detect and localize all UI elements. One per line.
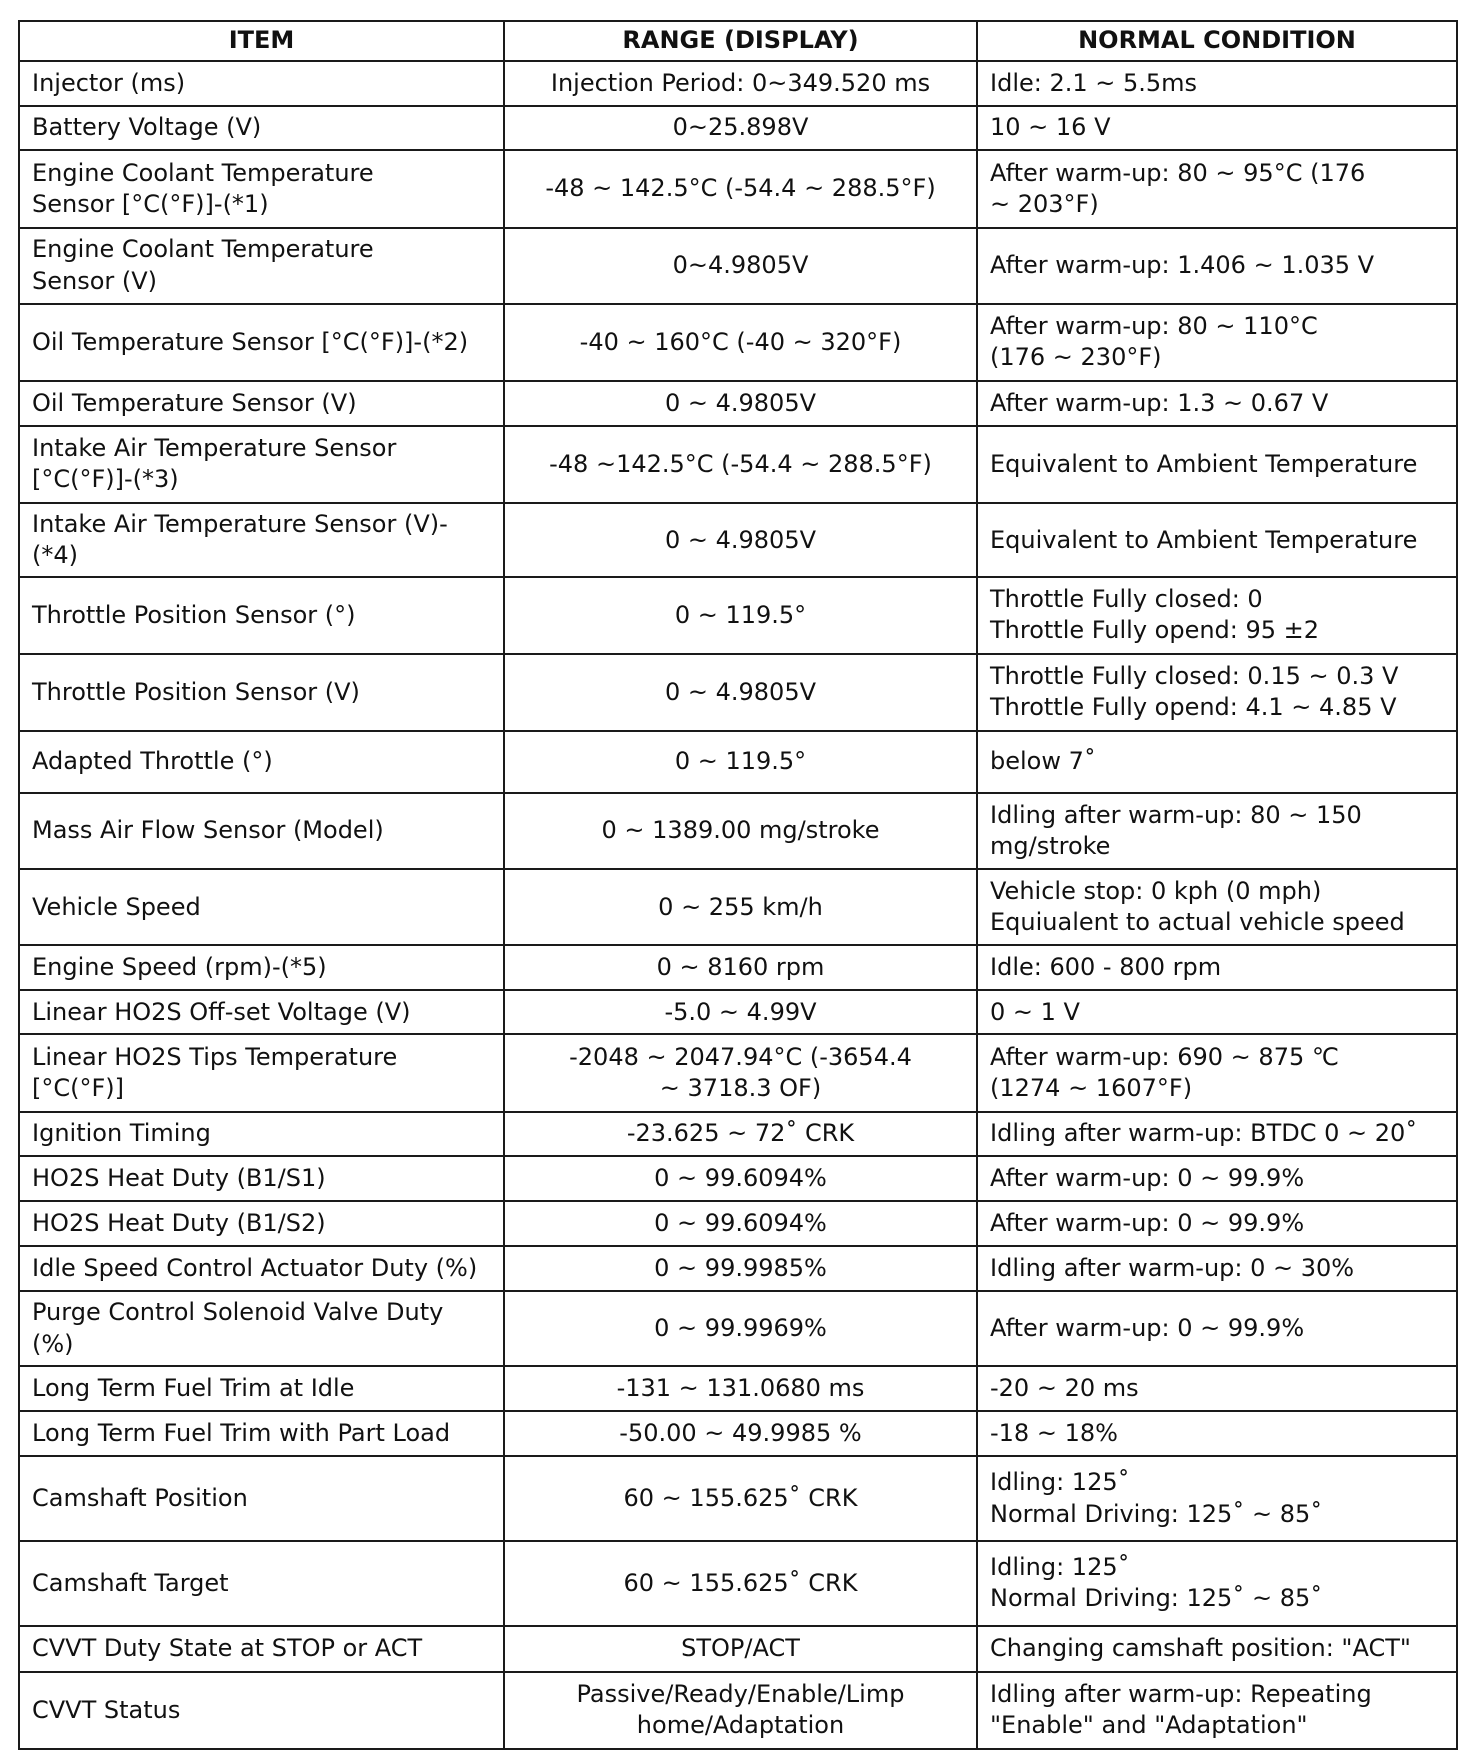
table-row	[19, 1291, 1457, 1365]
range-cell-line: Passive/Ready/Enable/Limp	[576, 1680, 905, 1709]
range-cell	[504, 1456, 977, 1541]
item-cell	[19, 1201, 504, 1246]
condition-cell-line: 10 ~ 16 V	[990, 113, 1111, 142]
range-cell	[504, 1156, 977, 1201]
condition-cell-line: Idling after warm-up: 80 ~ 150	[990, 800, 1362, 829]
item-cell-line: Throttle Position Sensor (°)	[32, 600, 356, 629]
item-cell-line: Intake Air Temperature Sensor	[32, 434, 397, 463]
condition-cell-line: After warm-up: 0 ~ 99.9%	[990, 1164, 1305, 1193]
table-row	[19, 381, 1457, 426]
item-cell-line: Purge Control Solenoid Valve Duty (%)	[32, 1298, 444, 1358]
condition-cell-line: Throttle Fully opend: 95 ±2	[990, 616, 1320, 645]
condition-cell-line: (1274 ~ 1607°F)	[990, 1074, 1193, 1103]
item-cell-line: Injector (ms)	[32, 68, 186, 97]
condition-cell-line: mg/stroke	[990, 831, 1111, 860]
item-cell	[19, 381, 504, 426]
table-row	[19, 503, 1457, 577]
range-cell-line: -131 ~ 131.0680 ms	[616, 1373, 865, 1402]
condition-cell	[977, 869, 1457, 945]
range-cell	[504, 1672, 977, 1749]
item-cell-line: Engine Coolant Temperature	[32, 158, 374, 187]
condition-cell-line: Changing camshaft position: "ACT"	[990, 1634, 1411, 1663]
range-cell-line: 0 ~ 99.6094%	[654, 1164, 827, 1193]
item-cell	[19, 577, 504, 653]
item-cell	[19, 1411, 504, 1456]
range-cell	[504, 150, 977, 227]
item-cell-line: HO2S Heat Duty (B1/S2)	[32, 1208, 326, 1237]
condition-cell-line: After warm-up: 690 ~ 875 ℃	[990, 1042, 1339, 1071]
range-cell-line: -48 ~142.5°C (-54.4 ~ 288.5°F)	[549, 449, 932, 478]
range-cell	[504, 1291, 977, 1365]
range-cell	[504, 1626, 977, 1672]
range-cell	[504, 731, 977, 793]
condition-cell	[977, 1411, 1457, 1456]
item-cell-line: Camshaft Target	[32, 1568, 229, 1597]
item-cell	[19, 426, 504, 503]
condition-cell-line: Equiualent to actual vehicle speed	[990, 908, 1405, 937]
item-cell	[19, 1034, 504, 1111]
range-cell	[504, 304, 977, 381]
table-row	[19, 426, 1457, 503]
table-row	[19, 228, 1457, 304]
range-cell	[504, 793, 977, 869]
table-row	[19, 1411, 1457, 1456]
item-cell	[19, 1541, 504, 1626]
condition-cell	[977, 990, 1457, 1035]
item-cell-line: Engine Speed (rpm)-(*5)	[32, 952, 327, 981]
condition-cell-line: Idling after warm-up: 0 ~ 30%	[990, 1253, 1355, 1282]
range-cell	[504, 1201, 977, 1246]
item-cell	[19, 990, 504, 1035]
range-cell-line: 0 ~ 4.9805V	[664, 525, 817, 554]
item-cell	[19, 1246, 504, 1292]
condition-cell-line: Throttle Fully closed: 0.15 ~ 0.3 V	[990, 661, 1399, 690]
condition-cell-line: Idling after warm-up: BTDC 0 ~ 20˚	[990, 1119, 1418, 1148]
condition-cell-line: Equivalent to Ambient Temperature	[990, 525, 1418, 554]
item-cell	[19, 304, 504, 381]
condition-cell-line: Idling: 125˚	[990, 1553, 1130, 1582]
range-cell	[504, 381, 977, 426]
range-cell-line: 60 ~ 155.625˚ CRK	[623, 1483, 858, 1512]
item-cell-line: Intake Air Temperature Sensor (V)-(*4)	[32, 509, 448, 570]
range-cell-line: 0~4.9805V	[672, 251, 809, 280]
condition-cell-line: below 7˚	[990, 747, 1096, 776]
condition-cell	[977, 1156, 1457, 1201]
range-cell-line: STOP/ACT	[681, 1634, 800, 1663]
item-cell	[19, 1291, 504, 1365]
condition-cell-line: Idle: 2.1 ~ 5.5ms	[990, 68, 1198, 97]
table-row	[19, 1366, 1457, 1412]
table-row	[19, 1672, 1457, 1749]
range-cell-line: 0 ~ 255 km/h	[658, 892, 823, 921]
header-row	[19, 21, 1457, 61]
range-cell	[504, 990, 977, 1035]
item-cell	[19, 61, 504, 106]
item-cell-line: Mass Air Flow Sensor (Model)	[32, 816, 384, 845]
condition-cell	[977, 945, 1457, 990]
condition-cell	[977, 106, 1457, 151]
table-row	[19, 1034, 1457, 1111]
range-cell-line: -40 ~ 160°C (-40 ~ 320°F)	[579, 327, 902, 356]
item-cell-line: HO2S Heat Duty (B1/S1)	[32, 1164, 326, 1193]
range-cell	[504, 228, 977, 304]
table-row	[19, 61, 1457, 106]
table-row	[19, 1201, 1457, 1246]
item-cell	[19, 150, 504, 227]
range-cell	[504, 577, 977, 653]
item-cell-line: Battery Voltage (V)	[32, 113, 262, 142]
condition-cell	[977, 1672, 1457, 1749]
range-cell-line: -5.0 ~ 4.99V	[664, 997, 817, 1026]
condition-cell	[977, 731, 1457, 793]
table-row	[19, 731, 1457, 793]
range-cell-line: -50.00 ~ 49.9985 %	[619, 1419, 862, 1448]
range-cell-line: -23.625 ~ 72˚ CRK	[626, 1119, 855, 1148]
item-cell	[19, 1112, 504, 1157]
table-row	[19, 869, 1457, 945]
item-cell-line: Long Term Fuel Trim with Part Load	[32, 1419, 451, 1448]
item-cell-line: CVVT Duty State at STOP or ACT	[32, 1634, 423, 1663]
condition-cell-line: (176 ~ 230°F)	[990, 343, 1162, 372]
range-cell-line: -2048 ~ 2047.94°C (-3654.4	[569, 1042, 912, 1071]
item-cell	[19, 1156, 504, 1201]
range-cell	[504, 1411, 977, 1456]
condition-cell	[977, 1246, 1457, 1292]
range-cell	[504, 1034, 977, 1111]
condition-cell-line: Normal Driving: 125˚ ~ 85˚	[990, 1584, 1323, 1613]
range-cell-line: 0 ~ 99.9985%	[654, 1253, 827, 1282]
range-cell	[504, 945, 977, 990]
condition-cell-line: After warm-up: 0 ~ 99.9%	[990, 1208, 1305, 1237]
range-cell-line: 60 ~ 155.625˚ CRK	[623, 1568, 858, 1597]
range-cell-line: ~ 3718.3 OF)	[659, 1074, 822, 1103]
item-cell	[19, 1672, 504, 1749]
item-cell	[19, 106, 504, 151]
table-row	[19, 106, 1457, 151]
item-cell-line: [°C(°F)]-(*3)	[32, 465, 179, 494]
range-cell	[504, 503, 977, 577]
header-normal-condition: NORMAL CONDITION	[977, 21, 1457, 61]
item-cell	[19, 731, 504, 793]
item-cell-line: Adapted Throttle (°)	[32, 747, 273, 776]
condition-cell	[977, 1034, 1457, 1111]
item-cell	[19, 1366, 504, 1412]
condition-cell-line: ~ 203°F)	[990, 189, 1099, 218]
range-cell-line: 0 ~ 8160 rpm	[656, 952, 825, 981]
range-cell	[504, 1541, 977, 1626]
range-cell	[504, 426, 977, 503]
range-cell	[504, 869, 977, 945]
range-cell	[504, 106, 977, 151]
range-cell-line: 0 ~ 119.5°	[674, 600, 807, 629]
condition-cell	[977, 228, 1457, 304]
condition-cell-line: After warm-up: 1.406 ~ 1.035 V	[990, 251, 1375, 280]
condition-cell-line: Vehicle stop: 0 kph (0 mph)	[990, 876, 1322, 905]
condition-cell	[977, 381, 1457, 426]
condition-cell-line: After warm-up: 1.3 ~ 0.67 V	[990, 388, 1329, 417]
condition-cell-line: Idling: 125˚	[990, 1468, 1130, 1497]
condition-cell	[977, 793, 1457, 869]
condition-cell-line: Throttle Fully opend: 4.1 ~ 4.85 V	[990, 693, 1397, 722]
item-cell-line: Engine Coolant Temperature	[32, 235, 374, 264]
header-item: ITEM	[19, 21, 504, 61]
condition-cell	[977, 304, 1457, 381]
range-cell-line: 0 ~ 4.9805V	[664, 677, 817, 706]
item-cell	[19, 228, 504, 304]
range-cell-line: 0 ~ 119.5°	[674, 747, 807, 776]
table-row	[19, 1626, 1457, 1672]
item-cell	[19, 945, 504, 990]
condition-cell	[977, 1541, 1457, 1626]
table-row	[19, 1156, 1457, 1201]
condition-cell	[977, 503, 1457, 577]
condition-cell	[977, 61, 1457, 106]
condition-cell-line: After warm-up: 80 ~ 110°C	[990, 312, 1318, 341]
range-cell-line: home/Adaptation	[636, 1711, 845, 1740]
item-cell	[19, 1626, 504, 1672]
condition-cell-line: "Enable" and "Adaptation"	[990, 1711, 1308, 1740]
condition-cell	[977, 1112, 1457, 1157]
table-row	[19, 150, 1457, 227]
range-cell-line: Injection Period: 0~349.520 ms	[550, 68, 931, 97]
range-cell-line: 0 ~ 99.6094%	[654, 1208, 827, 1237]
range-cell-line: 0 ~ 99.9969%	[654, 1313, 827, 1342]
item-cell-line: Oil Temperature Sensor [°C(°F)]-(*2)	[32, 327, 469, 356]
condition-cell	[977, 1291, 1457, 1365]
item-cell	[19, 869, 504, 945]
condition-cell	[977, 654, 1457, 731]
range-cell	[504, 1112, 977, 1157]
range-cell-line: -48 ~ 142.5°C (-54.4 ~ 288.5°F)	[545, 174, 936, 203]
item-cell-line: Vehicle Speed	[32, 892, 201, 921]
condition-cell-line: Equivalent to Ambient Temperature	[990, 449, 1418, 478]
header-range: RANGE (DISPLAY)	[504, 21, 977, 61]
item-cell	[19, 654, 504, 731]
specification-table	[18, 20, 1458, 1750]
table-row	[19, 1456, 1457, 1541]
condition-cell-line: 0 ~ 1 V	[990, 997, 1080, 1026]
item-cell-line: Linear HO2S Off-set Voltage (V)	[32, 997, 411, 1026]
table-row	[19, 1541, 1457, 1626]
item-cell-line: Long Term Fuel Trim at Idle	[32, 1373, 355, 1402]
item-cell-line: Oil Temperature Sensor (V)	[32, 388, 357, 417]
table-row	[19, 654, 1457, 731]
range-cell	[504, 1366, 977, 1412]
item-cell	[19, 793, 504, 869]
condition-cell-line: Normal Driving: 125˚ ~ 85˚	[990, 1499, 1323, 1528]
item-cell-line: Sensor (V)	[32, 266, 158, 295]
condition-cell	[977, 577, 1457, 653]
item-cell-line: Idle Speed Control Actuator Duty (%)	[32, 1253, 478, 1282]
range-cell-line: 0 ~ 4.9805V	[664, 388, 817, 417]
table-row	[19, 793, 1457, 869]
table-row	[19, 1112, 1457, 1157]
range-cell-line: 0~25.898V	[672, 113, 809, 142]
range-cell-line: 0 ~ 1389.00 mg/stroke	[601, 816, 880, 845]
table-row	[19, 945, 1457, 990]
table-row	[19, 1246, 1457, 1292]
condition-cell-line: Throttle Fully closed: 0	[990, 585, 1263, 614]
condition-cell	[977, 1201, 1457, 1246]
condition-cell-line: After warm-up: 80 ~ 95°C (176	[990, 158, 1366, 187]
item-cell	[19, 503, 504, 577]
item-cell-line: Ignition Timing	[32, 1119, 211, 1148]
condition-cell	[977, 426, 1457, 503]
item-cell-line: Throttle Position Sensor (V)	[32, 677, 360, 706]
item-cell-line: CVVT Status	[32, 1695, 181, 1724]
condition-cell-line: After warm-up: 0 ~ 99.9%	[990, 1313, 1305, 1342]
condition-cell	[977, 1366, 1457, 1412]
range-cell	[504, 1246, 977, 1292]
item-cell-line: Linear HO2S Tips Temperature [°C(°F)]	[32, 1042, 398, 1103]
item-cell-line: Camshaft Position	[32, 1483, 248, 1512]
condition-cell-line: -18 ~ 18%	[990, 1419, 1118, 1448]
condition-cell	[977, 1456, 1457, 1541]
condition-cell-line: -20 ~ 20 ms	[990, 1373, 1139, 1402]
condition-cell	[977, 150, 1457, 227]
table-row	[19, 304, 1457, 381]
table-row	[19, 577, 1457, 653]
item-cell	[19, 1456, 504, 1541]
range-cell	[504, 61, 977, 106]
item-cell-line: Sensor [°C(°F)]-(*1)	[32, 189, 269, 218]
condition-cell-line: Idling after warm-up: Repeating	[990, 1680, 1372, 1709]
range-cell	[504, 654, 977, 731]
table-row	[19, 990, 1457, 1035]
condition-cell	[977, 1626, 1457, 1672]
condition-cell-line: Idle: 600 - 800 rpm	[990, 952, 1222, 981]
